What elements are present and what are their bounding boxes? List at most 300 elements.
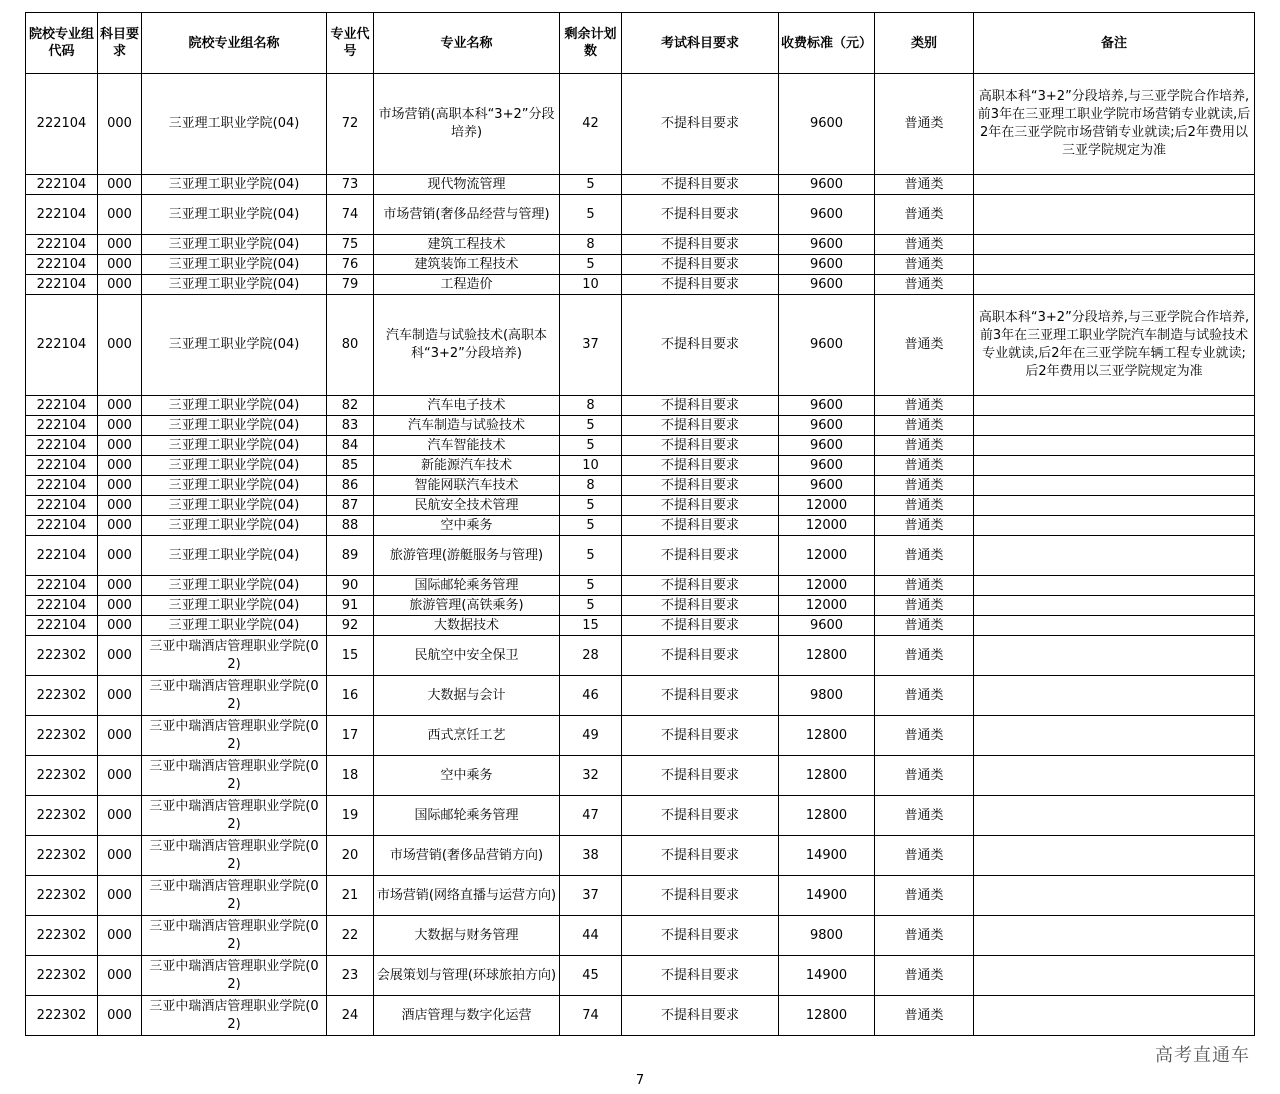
cell-remarks xyxy=(974,596,1255,616)
cell-fee: 9600 xyxy=(779,195,875,235)
cell-major-name: 旅游管理(游艇服务与管理) xyxy=(374,536,560,576)
cell-subject-req: 000 xyxy=(98,996,142,1036)
cell-group-name: 三亚理工职业学院(04) xyxy=(142,456,327,476)
cell-group-name: 三亚理工职业学院(04) xyxy=(142,436,327,456)
cell-remarks xyxy=(974,996,1255,1036)
cell-subject-req: 000 xyxy=(98,496,142,516)
cell-major-name: 现代物流管理 xyxy=(374,175,560,195)
cell-group-name: 三亚理工职业学院(04) xyxy=(142,74,327,175)
cell-remarks xyxy=(974,756,1255,796)
cell-exam-req: 不提科目要求 xyxy=(622,916,779,956)
header-exam-req: 考试科目要求 xyxy=(622,13,779,74)
header-major-code: 专业代号 xyxy=(327,13,374,74)
cell-remaining-plan: 5 xyxy=(560,416,622,436)
cell-remaining-plan: 5 xyxy=(560,516,622,536)
cell-major-name: 会展策划与管理(环球旅拍方向) xyxy=(374,956,560,996)
cell-exam-req: 不提科目要求 xyxy=(622,255,779,275)
cell-major-code: 75 xyxy=(327,235,374,255)
cell-exam-req: 不提科目要求 xyxy=(622,476,779,496)
table-row xyxy=(26,756,1255,796)
table-row xyxy=(26,576,1255,596)
cell-group-name: 三亚中瑞酒店管理职业学院(02) xyxy=(142,636,327,676)
cell-group-code: 222302 xyxy=(26,716,98,756)
cell-group-name: 三亚理工职业学院(04) xyxy=(142,275,327,295)
cell-category: 普通类 xyxy=(875,616,974,636)
cell-subject-req: 000 xyxy=(98,676,142,716)
cell-remaining-plan: 10 xyxy=(560,275,622,295)
cell-category: 普通类 xyxy=(875,516,974,536)
cell-remarks xyxy=(974,416,1255,436)
header-fee: 收费标准（元） xyxy=(779,13,875,74)
cell-subject-req: 000 xyxy=(98,756,142,796)
cell-exam-req: 不提科目要求 xyxy=(622,516,779,536)
table-row xyxy=(26,396,1255,416)
cell-remarks xyxy=(974,836,1255,876)
cell-remaining-plan: 5 xyxy=(560,496,622,516)
cell-group-code: 222104 xyxy=(26,416,98,436)
cell-group-name: 三亚理工职业学院(04) xyxy=(142,616,327,636)
cell-subject-req: 000 xyxy=(98,536,142,576)
cell-category: 普通类 xyxy=(875,275,974,295)
cell-group-name: 三亚理工职业学院(04) xyxy=(142,175,327,195)
watermark: 高考直通车 xyxy=(1155,1045,1250,1066)
cell-category: 普通类 xyxy=(875,796,974,836)
cell-group-code: 222104 xyxy=(26,195,98,235)
cell-exam-req: 不提科目要求 xyxy=(622,716,779,756)
cell-fee: 14900 xyxy=(779,876,875,916)
cell-remarks xyxy=(974,616,1255,636)
cell-remarks xyxy=(974,396,1255,416)
cell-major-code: 76 xyxy=(327,255,374,275)
cell-exam-req: 不提科目要求 xyxy=(622,616,779,636)
cell-group-code: 222302 xyxy=(26,836,98,876)
table-row xyxy=(26,676,1255,716)
cell-major-name: 建筑装饰工程技术 xyxy=(374,255,560,275)
cell-group-code: 222302 xyxy=(26,636,98,676)
cell-group-code: 222302 xyxy=(26,956,98,996)
cell-major-name: 民航安全技术管理 xyxy=(374,496,560,516)
cell-major-name: 大数据与会计 xyxy=(374,676,560,716)
cell-group-name: 三亚中瑞酒店管理职业学院(02) xyxy=(142,956,327,996)
page-number: 7 xyxy=(635,1073,645,1088)
cell-remaining-plan: 5 xyxy=(560,175,622,195)
cell-major-name: 汽车制造与试验技术 xyxy=(374,416,560,436)
cell-exam-req: 不提科目要求 xyxy=(622,436,779,456)
cell-major-code: 20 xyxy=(327,836,374,876)
cell-exam-req: 不提科目要求 xyxy=(622,195,779,235)
cell-exam-req: 不提科目要求 xyxy=(622,676,779,716)
cell-group-name: 三亚理工职业学院(04) xyxy=(142,416,327,436)
cell-major-code: 82 xyxy=(327,396,374,416)
header-group-code: 院校专业组代码 xyxy=(26,13,98,74)
cell-group-code: 222104 xyxy=(26,175,98,195)
cell-major-name: 市场营销(奢侈品营销方向) xyxy=(374,836,560,876)
cell-subject-req: 000 xyxy=(98,716,142,756)
cell-major-name: 新能源汽车技术 xyxy=(374,456,560,476)
cell-remarks xyxy=(974,195,1255,235)
cell-subject-req: 000 xyxy=(98,175,142,195)
table-row xyxy=(26,476,1255,496)
cell-major-name: 大数据技术 xyxy=(374,616,560,636)
cell-group-name: 三亚中瑞酒店管理职业学院(02) xyxy=(142,876,327,916)
cell-fee: 12000 xyxy=(779,536,875,576)
cell-fee: 14900 xyxy=(779,836,875,876)
cell-group-code: 222104 xyxy=(26,496,98,516)
cell-exam-req: 不提科目要求 xyxy=(622,456,779,476)
cell-category: 普通类 xyxy=(875,175,974,195)
cell-subject-req: 000 xyxy=(98,516,142,536)
cell-fee: 12800 xyxy=(779,796,875,836)
cell-remaining-plan: 15 xyxy=(560,616,622,636)
cell-group-name: 三亚理工职业学院(04) xyxy=(142,476,327,496)
cell-remaining-plan: 37 xyxy=(560,876,622,916)
cell-remarks xyxy=(974,516,1255,536)
cell-exam-req: 不提科目要求 xyxy=(622,636,779,676)
cell-remarks xyxy=(974,436,1255,456)
cell-exam-req: 不提科目要求 xyxy=(622,796,779,836)
cell-fee: 9600 xyxy=(779,436,875,456)
cell-group-name: 三亚中瑞酒店管理职业学院(02) xyxy=(142,796,327,836)
cell-major-name: 市场营销(奢侈品经营与管理) xyxy=(374,195,560,235)
cell-remaining-plan: 5 xyxy=(560,436,622,456)
cell-category: 普通类 xyxy=(875,716,974,756)
cell-group-name: 三亚理工职业学院(04) xyxy=(142,516,327,536)
table-row xyxy=(26,876,1255,916)
cell-group-name: 三亚中瑞酒店管理职业学院(02) xyxy=(142,916,327,956)
cell-major-code: 23 xyxy=(327,956,374,996)
cell-major-name: 国际邮轮乘务管理 xyxy=(374,576,560,596)
table-row xyxy=(26,956,1255,996)
cell-group-code: 222302 xyxy=(26,876,98,916)
cell-exam-req: 不提科目要求 xyxy=(622,295,779,396)
cell-remaining-plan: 38 xyxy=(560,836,622,876)
cell-group-name: 三亚中瑞酒店管理职业学院(02) xyxy=(142,716,327,756)
cell-major-name: 市场营销(高职本科“3+2”分段培养) xyxy=(374,74,560,175)
header-category: 类别 xyxy=(875,13,974,74)
cell-subject-req: 000 xyxy=(98,436,142,456)
cell-group-name: 三亚中瑞酒店管理职业学院(02) xyxy=(142,676,327,716)
cell-exam-req: 不提科目要求 xyxy=(622,956,779,996)
cell-major-code: 91 xyxy=(327,596,374,616)
cell-category: 普通类 xyxy=(875,756,974,796)
cell-remarks xyxy=(974,796,1255,836)
cell-major-name: 旅游管理(高铁乘务) xyxy=(374,596,560,616)
cell-subject-req: 000 xyxy=(98,195,142,235)
cell-group-code: 222302 xyxy=(26,796,98,836)
cell-major-code: 19 xyxy=(327,796,374,836)
cell-remarks: 高职本科“3+2”分段培养,与三亚学院合作培养,前3年在三亚理工职业学院市场营销专业就读,后2年在三亚学院市场营销专业就读;后2年费用以三亚学院规定为准 xyxy=(974,74,1255,175)
cell-group-name: 三亚中瑞酒店管理职业学院(02) xyxy=(142,836,327,876)
cell-subject-req: 000 xyxy=(98,275,142,295)
cell-major-name: 国际邮轮乘务管理 xyxy=(374,796,560,836)
cell-group-code: 222104 xyxy=(26,576,98,596)
cell-remaining-plan: 32 xyxy=(560,756,622,796)
cell-group-name: 三亚理工职业学院(04) xyxy=(142,195,327,235)
cell-category: 普通类 xyxy=(875,836,974,876)
cell-remaining-plan: 47 xyxy=(560,796,622,836)
cell-group-name: 三亚理工职业学院(04) xyxy=(142,536,327,576)
cell-subject-req: 000 xyxy=(98,576,142,596)
cell-category: 普通类 xyxy=(875,195,974,235)
cell-subject-req: 000 xyxy=(98,836,142,876)
cell-major-name: 建筑工程技术 xyxy=(374,235,560,255)
cell-remaining-plan: 37 xyxy=(560,295,622,396)
table-row xyxy=(26,416,1255,436)
cell-fee: 9600 xyxy=(779,396,875,416)
cell-remarks xyxy=(974,576,1255,596)
cell-fee: 12000 xyxy=(779,576,875,596)
table-row xyxy=(26,496,1255,516)
cell-major-name: 智能网联汽车技术 xyxy=(374,476,560,496)
cell-major-code: 83 xyxy=(327,416,374,436)
table-row xyxy=(26,195,1255,235)
cell-exam-req: 不提科目要求 xyxy=(622,756,779,796)
cell-fee: 9600 xyxy=(779,295,875,396)
cell-group-code: 222104 xyxy=(26,456,98,476)
table-row xyxy=(26,916,1255,956)
cell-major-code: 72 xyxy=(327,74,374,175)
cell-group-name: 三亚中瑞酒店管理职业学院(02) xyxy=(142,756,327,796)
cell-major-name: 工程造价 xyxy=(374,275,560,295)
cell-remarks xyxy=(974,956,1255,996)
cell-subject-req: 000 xyxy=(98,396,142,416)
table-row xyxy=(26,836,1255,876)
cell-group-code: 222302 xyxy=(26,916,98,956)
cell-group-name: 三亚理工职业学院(04) xyxy=(142,255,327,275)
cell-category: 普通类 xyxy=(875,416,974,436)
table-row xyxy=(26,74,1255,175)
cell-category: 普通类 xyxy=(875,576,974,596)
cell-category: 普通类 xyxy=(875,74,974,175)
cell-fee: 12800 xyxy=(779,636,875,676)
table-header-row xyxy=(26,13,1255,74)
cell-major-code: 89 xyxy=(327,536,374,576)
cell-subject-req: 000 xyxy=(98,876,142,916)
cell-remaining-plan: 10 xyxy=(560,456,622,476)
cell-group-code: 222104 xyxy=(26,616,98,636)
cell-category: 普通类 xyxy=(875,596,974,616)
cell-fee: 9600 xyxy=(779,255,875,275)
cell-exam-req: 不提科目要求 xyxy=(622,175,779,195)
cell-subject-req: 000 xyxy=(98,956,142,996)
cell-major-code: 90 xyxy=(327,576,374,596)
cell-subject-req: 000 xyxy=(98,235,142,255)
cell-remaining-plan: 44 xyxy=(560,916,622,956)
cell-fee: 9800 xyxy=(779,676,875,716)
cell-major-code: 17 xyxy=(327,716,374,756)
cell-subject-req: 000 xyxy=(98,916,142,956)
cell-remarks: 高职本科“3+2”分段培养,与三亚学院合作培养,前3年在三亚理工职业学院汽车制造与试验技术专业就读,后2年在三亚学院车辆工程专业就读;后2年费用以三亚学院规定为准 xyxy=(974,295,1255,396)
cell-category: 普通类 xyxy=(875,396,974,416)
cell-group-code: 222104 xyxy=(26,596,98,616)
cell-group-name: 三亚理工职业学院(04) xyxy=(142,576,327,596)
cell-category: 普通类 xyxy=(875,255,974,275)
cell-major-code: 16 xyxy=(327,676,374,716)
cell-fee: 12000 xyxy=(779,596,875,616)
cell-major-name: 市场营销(网络直播与运营方向) xyxy=(374,876,560,916)
cell-major-code: 87 xyxy=(327,496,374,516)
cell-fee: 9600 xyxy=(779,275,875,295)
cell-exam-req: 不提科目要求 xyxy=(622,876,779,916)
cell-remaining-plan: 45 xyxy=(560,956,622,996)
cell-remaining-plan: 5 xyxy=(560,596,622,616)
cell-major-code: 74 xyxy=(327,195,374,235)
cell-remaining-plan: 74 xyxy=(560,996,622,1036)
cell-category: 普通类 xyxy=(875,436,974,456)
cell-group-code: 222104 xyxy=(26,476,98,496)
cell-fee: 12000 xyxy=(779,496,875,516)
cell-subject-req: 000 xyxy=(98,255,142,275)
cell-group-code: 222104 xyxy=(26,295,98,396)
table-row xyxy=(26,175,1255,195)
header-major-name: 专业名称 xyxy=(374,13,560,74)
cell-group-name: 三亚理工职业学院(04) xyxy=(142,295,327,396)
table-row xyxy=(26,596,1255,616)
cell-remaining-plan: 5 xyxy=(560,195,622,235)
cell-group-code: 222104 xyxy=(26,235,98,255)
cell-group-code: 222302 xyxy=(26,676,98,716)
cell-fee: 9600 xyxy=(779,235,875,255)
cell-subject-req: 000 xyxy=(98,636,142,676)
cell-fee: 9600 xyxy=(779,175,875,195)
table-row xyxy=(26,796,1255,836)
cell-exam-req: 不提科目要求 xyxy=(622,416,779,436)
cell-remarks xyxy=(974,536,1255,576)
cell-subject-req: 000 xyxy=(98,295,142,396)
header-group-name: 院校专业组名称 xyxy=(142,13,327,74)
table-row xyxy=(26,255,1255,275)
header-subject-req: 科目要求 xyxy=(98,13,142,74)
table-row xyxy=(26,536,1255,576)
cell-subject-req: 000 xyxy=(98,74,142,175)
cell-remarks xyxy=(974,476,1255,496)
header-remaining-plan: 剩余计划数 xyxy=(560,13,622,74)
cell-major-code: 92 xyxy=(327,616,374,636)
cell-major-name: 空中乘务 xyxy=(374,756,560,796)
table-row xyxy=(26,436,1255,456)
cell-remarks xyxy=(974,456,1255,476)
cell-remaining-plan: 5 xyxy=(560,536,622,576)
cell-subject-req: 000 xyxy=(98,416,142,436)
cell-category: 普通类 xyxy=(875,235,974,255)
cell-fee: 9600 xyxy=(779,476,875,496)
cell-remarks xyxy=(974,636,1255,676)
cell-group-code: 222302 xyxy=(26,996,98,1036)
cell-exam-req: 不提科目要求 xyxy=(622,396,779,416)
cell-category: 普通类 xyxy=(875,456,974,476)
cell-remarks xyxy=(974,916,1255,956)
cell-fee: 9800 xyxy=(779,916,875,956)
cell-remaining-plan: 28 xyxy=(560,636,622,676)
cell-category: 普通类 xyxy=(875,295,974,396)
cell-group-code: 222104 xyxy=(26,275,98,295)
cell-exam-req: 不提科目要求 xyxy=(622,235,779,255)
cell-category: 普通类 xyxy=(875,996,974,1036)
header-remarks: 备注 xyxy=(974,13,1255,74)
cell-exam-req: 不提科目要求 xyxy=(622,996,779,1036)
table-row xyxy=(26,456,1255,476)
cell-group-name: 三亚理工职业学院(04) xyxy=(142,596,327,616)
cell-major-code: 88 xyxy=(327,516,374,536)
cell-major-name: 汽车电子技术 xyxy=(374,396,560,416)
cell-fee: 12800 xyxy=(779,756,875,796)
cell-group-code: 222104 xyxy=(26,74,98,175)
cell-category: 普通类 xyxy=(875,916,974,956)
cell-category: 普通类 xyxy=(875,676,974,716)
cell-major-name: 酒店管理与数字化运营 xyxy=(374,996,560,1036)
cell-major-code: 73 xyxy=(327,175,374,195)
cell-remaining-plan: 46 xyxy=(560,676,622,716)
table-row xyxy=(26,716,1255,756)
cell-remaining-plan: 8 xyxy=(560,476,622,496)
cell-subject-req: 000 xyxy=(98,476,142,496)
table-row xyxy=(26,636,1255,676)
cell-major-code: 18 xyxy=(327,756,374,796)
cell-fee: 9600 xyxy=(779,456,875,476)
cell-major-code: 84 xyxy=(327,436,374,456)
cell-exam-req: 不提科目要求 xyxy=(622,836,779,876)
table-row xyxy=(26,516,1255,536)
cell-remaining-plan: 49 xyxy=(560,716,622,756)
cell-remarks xyxy=(974,676,1255,716)
table-row xyxy=(26,996,1255,1036)
cell-major-code: 85 xyxy=(327,456,374,476)
cell-category: 普通类 xyxy=(875,476,974,496)
cell-subject-req: 000 xyxy=(98,796,142,836)
cell-major-code: 80 xyxy=(327,295,374,396)
cell-group-name: 三亚理工职业学院(04) xyxy=(142,396,327,416)
cell-exam-req: 不提科目要求 xyxy=(622,576,779,596)
table-row xyxy=(26,295,1255,396)
cell-remarks xyxy=(974,876,1255,916)
cell-category: 普通类 xyxy=(875,876,974,916)
cell-category: 普通类 xyxy=(875,956,974,996)
cell-category: 普通类 xyxy=(875,496,974,516)
cell-remaining-plan: 8 xyxy=(560,396,622,416)
cell-category: 普通类 xyxy=(875,636,974,676)
cell-subject-req: 000 xyxy=(98,616,142,636)
cell-remarks xyxy=(974,275,1255,295)
cell-fee: 12800 xyxy=(779,996,875,1036)
cell-subject-req: 000 xyxy=(98,456,142,476)
cell-exam-req: 不提科目要求 xyxy=(622,596,779,616)
cell-exam-req: 不提科目要求 xyxy=(622,275,779,295)
table-row xyxy=(26,616,1255,636)
cell-group-name: 三亚理工职业学院(04) xyxy=(142,496,327,516)
cell-major-code: 15 xyxy=(327,636,374,676)
cell-fee: 14900 xyxy=(779,956,875,996)
cell-remaining-plan: 8 xyxy=(560,235,622,255)
cell-remaining-plan: 5 xyxy=(560,255,622,275)
cell-major-code: 24 xyxy=(327,996,374,1036)
cell-remarks xyxy=(974,255,1255,275)
cell-exam-req: 不提科目要求 xyxy=(622,496,779,516)
cell-group-code: 222104 xyxy=(26,516,98,536)
admission-plan-table xyxy=(25,12,1255,1036)
cell-group-name: 三亚中瑞酒店管理职业学院(02) xyxy=(142,996,327,1036)
table-row xyxy=(26,235,1255,255)
cell-major-name: 大数据与财务管理 xyxy=(374,916,560,956)
cell-major-name: 民航空中安全保卫 xyxy=(374,636,560,676)
cell-fee: 12000 xyxy=(779,516,875,536)
cell-group-name: 三亚理工职业学院(04) xyxy=(142,235,327,255)
cell-fee: 9600 xyxy=(779,74,875,175)
cell-major-name: 汽车智能技术 xyxy=(374,436,560,456)
cell-subject-req: 000 xyxy=(98,596,142,616)
cell-group-code: 222302 xyxy=(26,756,98,796)
cell-major-code: 21 xyxy=(327,876,374,916)
cell-fee: 12800 xyxy=(779,716,875,756)
